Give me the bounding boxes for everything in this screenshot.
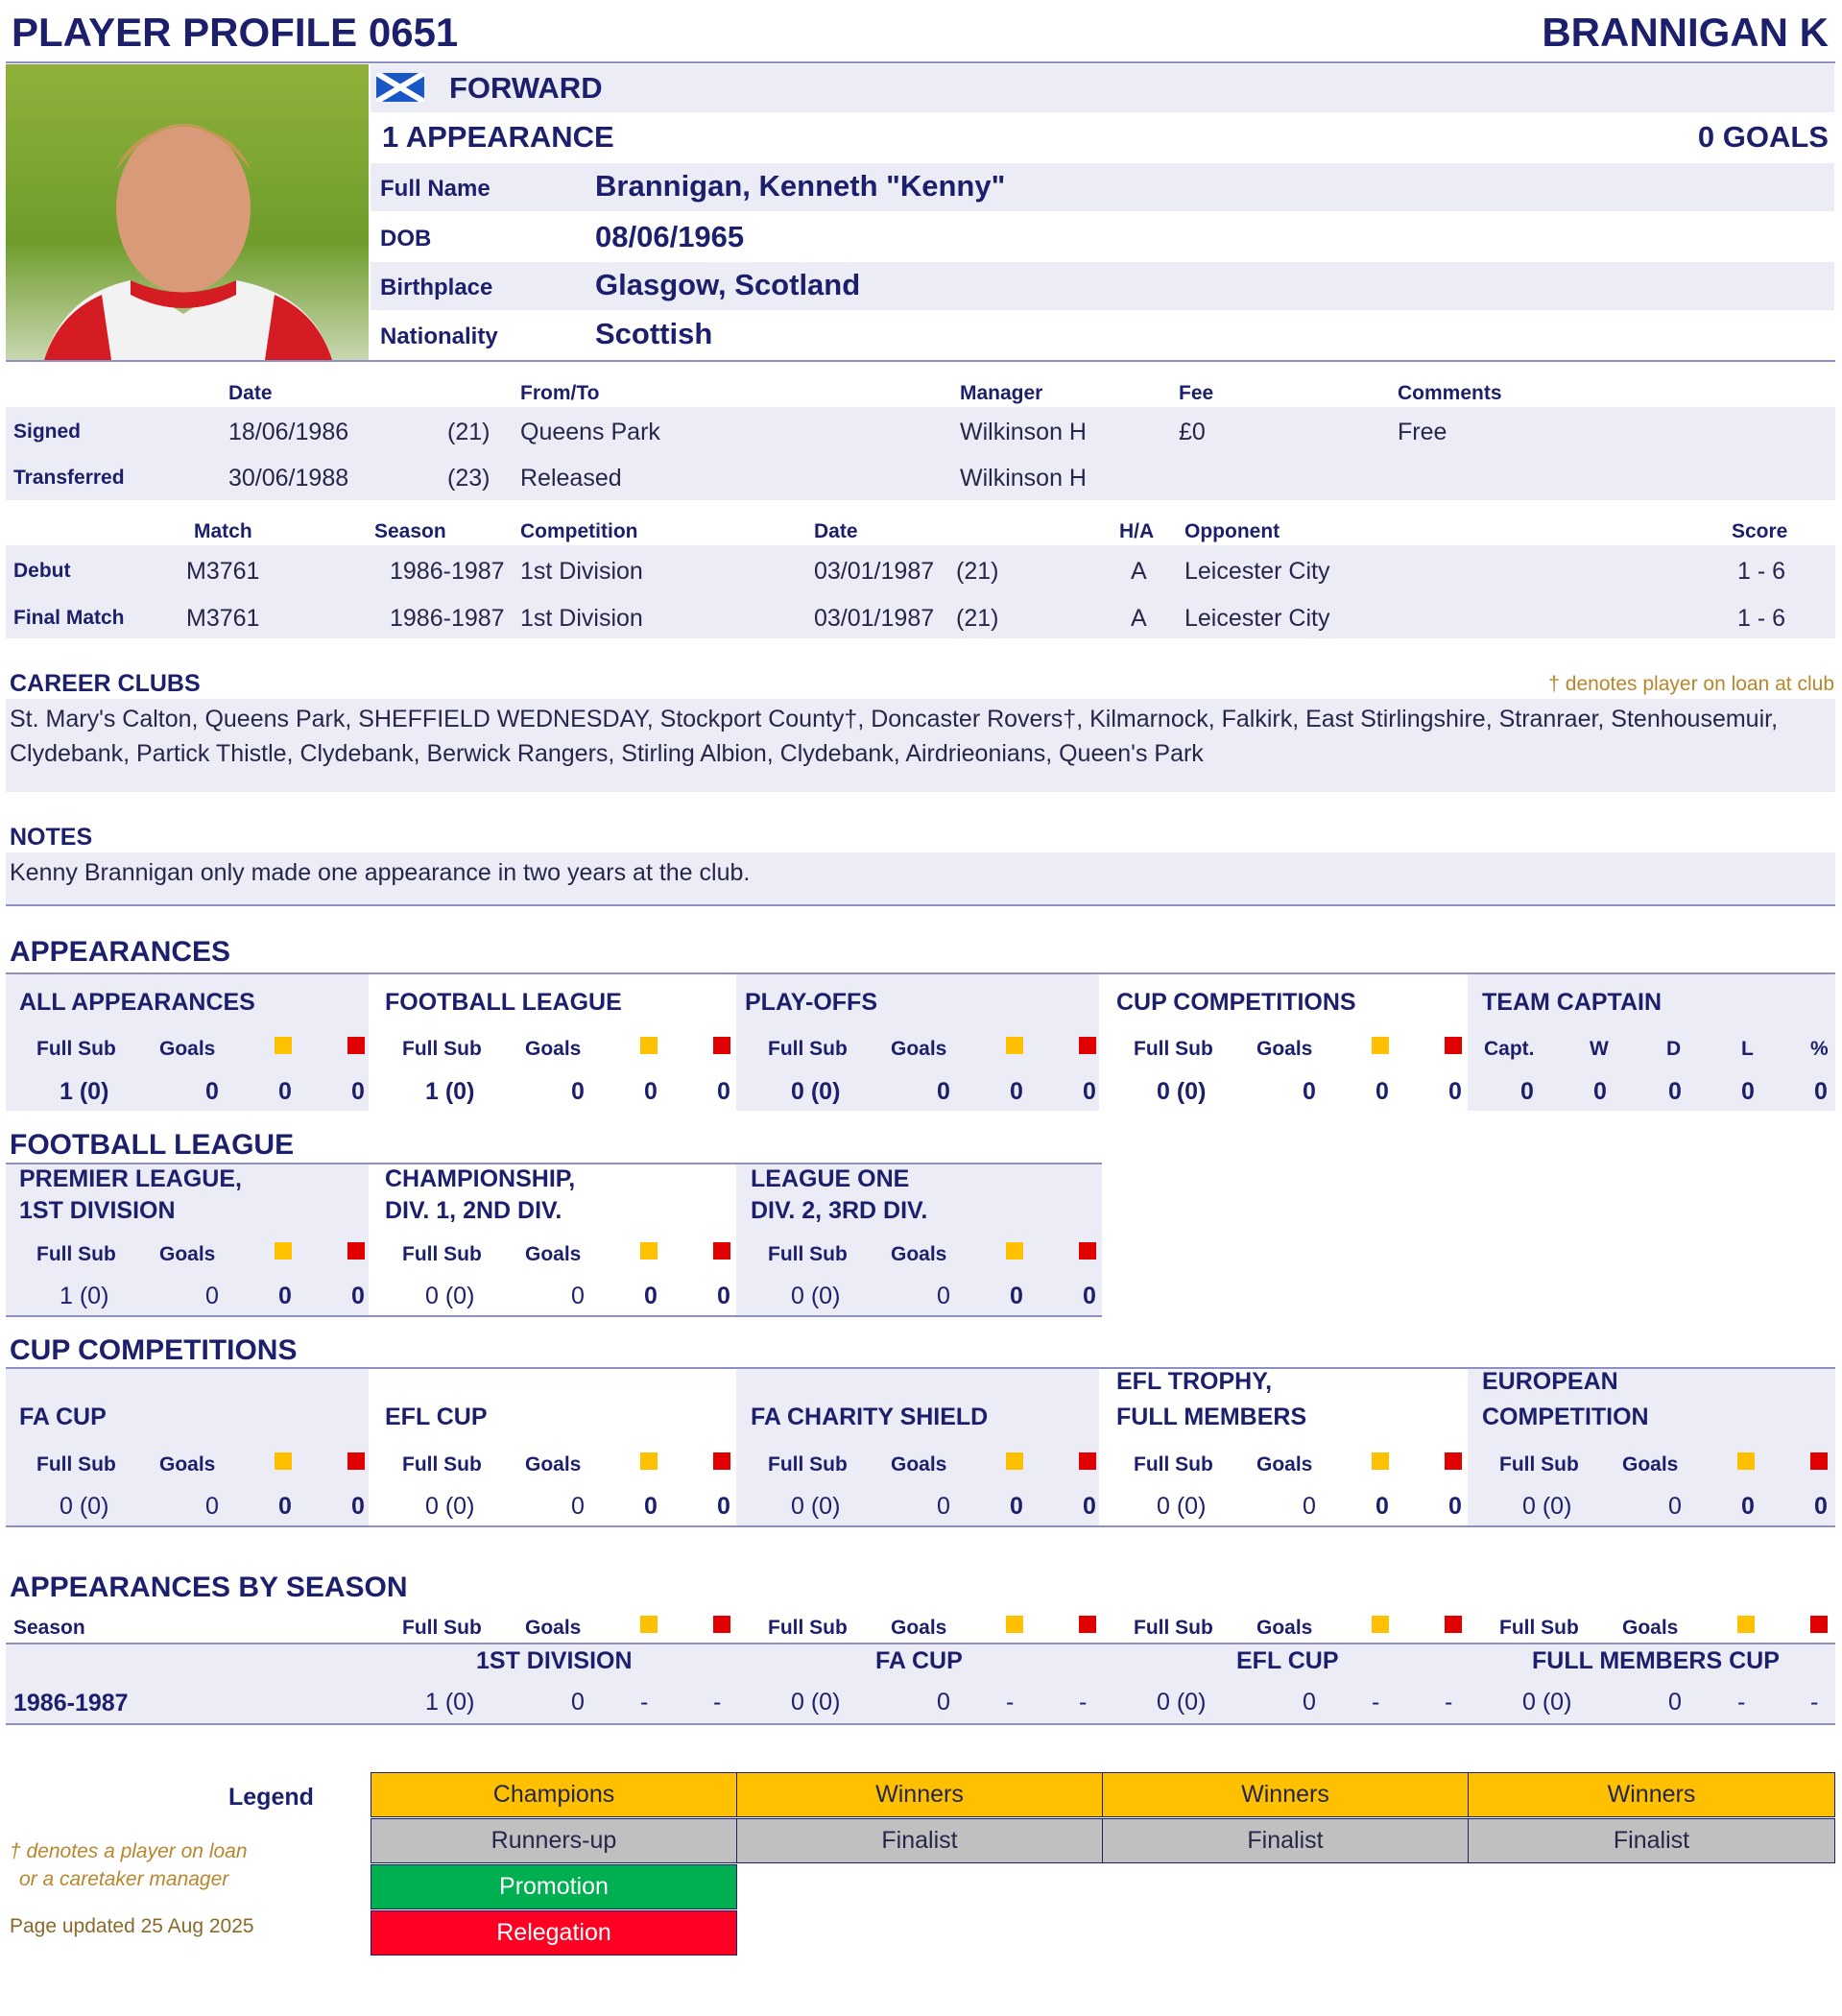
cup-5-title-line-2: COMPETITION bbox=[1482, 1404, 1649, 1430]
fl-group-3-title-line-1: LEAGUE ONE bbox=[751, 1165, 910, 1192]
cup-4-fullsub-value: 0 (0) bbox=[1157, 1493, 1207, 1520]
all-goals-value: 0 bbox=[205, 1078, 219, 1105]
league-yellow-value: 0 bbox=[644, 1078, 658, 1105]
fl-group-3-red-value: 0 bbox=[1083, 1283, 1096, 1309]
bs-4-goals-header: Goals bbox=[1622, 1617, 1679, 1639]
cup-5-fullsub-header: Full Sub bbox=[1499, 1453, 1579, 1476]
playoffs-fullsub-header: Full Sub bbox=[768, 1038, 848, 1060]
cup-1-fullsub-value: 0 (0) bbox=[60, 1493, 109, 1520]
cup-5-title-line-1: EUROPEAN bbox=[1482, 1368, 1618, 1395]
notes-text: Kenny Brannigan only made one appearance in two years at the club. bbox=[10, 859, 751, 886]
cup-appearances-title: CUP COMPETITIONS bbox=[1116, 989, 1356, 1016]
profile-title: PLAYER PROFILE 0651 bbox=[12, 10, 459, 55]
fl-group-1-goals-header: Goals bbox=[159, 1243, 216, 1265]
yellow-card-icon bbox=[275, 1242, 292, 1260]
legend-relegation: Relegation bbox=[371, 1910, 737, 1956]
red-card-icon bbox=[1810, 1452, 1828, 1470]
transferred-date: 30/06/1988 bbox=[228, 465, 349, 492]
yellow-card-icon bbox=[640, 1242, 658, 1260]
bs-2-red-value: - bbox=[1079, 1689, 1088, 1716]
all-red-value: 0 bbox=[351, 1078, 365, 1105]
goal-count: 0 GOALS bbox=[1697, 120, 1829, 154]
cup-3-red-value: 0 bbox=[1083, 1493, 1096, 1520]
fl-group-2-yellow-value: 0 bbox=[644, 1283, 658, 1309]
captain-pct-value: 0 bbox=[1814, 1078, 1828, 1105]
yellow-card-icon bbox=[1737, 1616, 1755, 1633]
cup-competitions-title: CUP COMPETITIONS bbox=[10, 1334, 298, 1366]
all-fullsub-value: 1 (0) bbox=[60, 1078, 109, 1105]
career-clubs-title: CAREER CLUBS bbox=[10, 670, 201, 697]
captain-capt-value: 0 bbox=[1520, 1078, 1534, 1105]
red-card-icon bbox=[1079, 1037, 1096, 1054]
fl-group-3-fullsub-value: 0 (0) bbox=[791, 1283, 841, 1309]
legend-winners-3: Winners bbox=[1468, 1772, 1835, 1817]
bs-comp-4: FULL MEMBERS CUP bbox=[1532, 1647, 1780, 1674]
cup-1-goals-header: Goals bbox=[159, 1453, 216, 1476]
cup-4-yellow-value: 0 bbox=[1376, 1493, 1389, 1520]
birthplace-value: Glasgow, Scotland bbox=[595, 268, 861, 301]
playoffs-yellow-value: 0 bbox=[1010, 1078, 1023, 1105]
cup-1-yellow-value: 0 bbox=[278, 1493, 292, 1520]
playoffs-fullsub-value: 0 (0) bbox=[791, 1078, 841, 1105]
final-match-label: Final Match bbox=[13, 607, 125, 629]
team-captain-title: TEAM CAPTAIN bbox=[1482, 989, 1663, 1016]
captain-d-value: 0 bbox=[1668, 1078, 1682, 1105]
final-date: 03/01/1987 bbox=[814, 605, 935, 632]
bs-4-fullsub-header: Full Sub bbox=[1499, 1617, 1579, 1639]
legend-finalist-1: Finalist bbox=[736, 1818, 1103, 1863]
appearances-title: APPEARANCES bbox=[10, 936, 231, 968]
yellow-card-icon bbox=[275, 1452, 292, 1470]
page-updated: Page updated 25 Aug 2025 bbox=[10, 1915, 254, 1937]
debut-opponent: Leicester City bbox=[1184, 558, 1330, 585]
league-fullsub-value: 1 (0) bbox=[425, 1078, 475, 1105]
season-header: Season bbox=[374, 520, 446, 542]
cup-1-title: FA CUP bbox=[19, 1404, 107, 1430]
transfer-manager-header: Manager bbox=[960, 382, 1043, 404]
final-match-id: M3761 bbox=[186, 605, 260, 632]
bs-2-goals-value: 0 bbox=[937, 1689, 950, 1716]
bs-1-goals-value: 0 bbox=[571, 1689, 585, 1716]
debut-match: M3761 bbox=[186, 558, 260, 585]
red-card-icon bbox=[347, 1037, 365, 1054]
match-date-header: Date bbox=[814, 520, 858, 542]
yellow-card-icon bbox=[640, 1616, 658, 1633]
playoffs-red-value: 0 bbox=[1083, 1078, 1096, 1105]
cup-3-fullsub-value: 0 (0) bbox=[791, 1493, 841, 1520]
captain-l-header: L bbox=[1741, 1038, 1754, 1060]
cup-2-yellow-value: 0 bbox=[644, 1493, 658, 1520]
full-name-value: Brannigan, Kenneth "Kenny" bbox=[595, 169, 1006, 203]
cup-fullsub-value: 0 (0) bbox=[1157, 1078, 1207, 1105]
dob-label: DOB bbox=[380, 226, 432, 252]
legend-winners-1: Winners bbox=[736, 1772, 1103, 1817]
signed-club: Queens Park bbox=[520, 419, 660, 445]
bs-4-yellow-value: - bbox=[1737, 1689, 1746, 1716]
career-clubs-line-2: Clydebank, Partick Thistle, Clydebank, Berwick Rangers, Stirling Albion, Clydebank, Airdrieonians, Queen's Park bbox=[10, 740, 1204, 767]
bs-3-fullsub-value: 0 (0) bbox=[1157, 1689, 1207, 1716]
cup-3-goals-value: 0 bbox=[937, 1493, 950, 1520]
match-header: Match bbox=[194, 520, 252, 542]
bs-comp-1: 1ST DIVISION bbox=[476, 1647, 633, 1674]
playoffs-goals-value: 0 bbox=[937, 1078, 950, 1105]
red-card-icon bbox=[1445, 1452, 1462, 1470]
red-card-icon bbox=[1810, 1616, 1828, 1633]
bs-4-goals-value: 0 bbox=[1668, 1689, 1682, 1716]
final-season: 1986-1987 bbox=[390, 605, 505, 632]
all-fullsub-header: Full Sub bbox=[36, 1038, 116, 1060]
yellow-card-icon bbox=[1737, 1452, 1755, 1470]
cup-3-fullsub-header: Full Sub bbox=[768, 1453, 848, 1476]
cup-5-goals-value: 0 bbox=[1668, 1493, 1682, 1520]
final-age: (21) bbox=[956, 605, 999, 632]
fl-group-1-yellow-value: 0 bbox=[278, 1283, 292, 1309]
cup-4-goals-header: Goals bbox=[1256, 1453, 1313, 1476]
yellow-card-icon bbox=[275, 1037, 292, 1054]
fl-group-2-goals-value: 0 bbox=[571, 1283, 585, 1309]
cup-fullsub-header: Full Sub bbox=[1134, 1038, 1213, 1060]
career-clubs-line-1: St. Mary's Calton, Queens Park, SHEFFIELD WEDNESDAY, Stockport County†, Doncaster Rovers†, Kilmarnock, Falkirk, East Stirlingshire, Stranraer, Stenhousemuir, bbox=[10, 706, 1779, 732]
final-score: 1 - 6 bbox=[1737, 605, 1786, 632]
yellow-card-icon bbox=[1006, 1242, 1023, 1260]
fl-group-2-fullsub-value: 0 (0) bbox=[425, 1283, 475, 1309]
football-league-title: FOOTBALL LEAGUE bbox=[10, 1129, 295, 1161]
cup-4-red-value: 0 bbox=[1448, 1493, 1462, 1520]
bs-1-fullsub-value: 1 (0) bbox=[425, 1689, 475, 1716]
cup-3-goals-header: Goals bbox=[891, 1453, 947, 1476]
cup-1-red-value: 0 bbox=[351, 1493, 365, 1520]
legend-champions: Champions bbox=[371, 1772, 737, 1817]
fl-group-1-title-line-1: PREMIER LEAGUE, bbox=[19, 1165, 242, 1192]
captain-l-value: 0 bbox=[1741, 1078, 1755, 1105]
cup-4-goals-value: 0 bbox=[1303, 1493, 1316, 1520]
all-goals-header: Goals bbox=[159, 1038, 216, 1060]
player-photo bbox=[6, 64, 369, 360]
red-card-icon bbox=[347, 1242, 365, 1260]
cup-4-fullsub-header: Full Sub bbox=[1134, 1453, 1213, 1476]
bs-2-goals-header: Goals bbox=[891, 1617, 947, 1639]
transferred-club: Released bbox=[520, 465, 622, 492]
ha-header: H/A bbox=[1119, 520, 1155, 542]
bs-2-fullsub-value: 0 (0) bbox=[791, 1689, 841, 1716]
bs-comp-2: FA CUP bbox=[875, 1647, 963, 1674]
red-card-icon bbox=[713, 1452, 730, 1470]
fl-group-1-title-line-2: 1ST DIVISION bbox=[19, 1197, 176, 1224]
cup-5-red-value: 0 bbox=[1814, 1493, 1828, 1520]
bs-3-red-value: - bbox=[1445, 1689, 1453, 1716]
fl-group-3-fullsub-header: Full Sub bbox=[768, 1243, 848, 1265]
cup-2-red-value: 0 bbox=[717, 1493, 730, 1520]
bs-2-fullsub-header: Full Sub bbox=[768, 1617, 848, 1639]
final-opponent: Leicester City bbox=[1184, 605, 1330, 632]
cup-2-fullsub-header: Full Sub bbox=[402, 1453, 482, 1476]
yellow-card-icon bbox=[1372, 1616, 1389, 1633]
transfer-fromto-header: From/To bbox=[520, 382, 600, 404]
captain-d-header: D bbox=[1666, 1038, 1682, 1060]
legend-finalist-2: Finalist bbox=[1102, 1818, 1469, 1863]
debut-season: 1986-1987 bbox=[390, 558, 505, 585]
debut-score: 1 - 6 bbox=[1737, 558, 1786, 585]
red-card-icon bbox=[1079, 1616, 1096, 1633]
appearance-count: 1 APPEARANCE bbox=[382, 120, 614, 154]
red-card-icon bbox=[1079, 1452, 1096, 1470]
signed-fee: £0 bbox=[1179, 419, 1206, 445]
score-header: Score bbox=[1732, 520, 1788, 542]
playoffs-goals-header: Goals bbox=[891, 1038, 947, 1060]
bs-4-fullsub-value: 0 (0) bbox=[1522, 1689, 1572, 1716]
red-card-icon bbox=[1445, 1037, 1462, 1054]
transfer-comments-header: Comments bbox=[1398, 382, 1502, 404]
cup-4-title-line-1: EFL TROPHY, bbox=[1116, 1368, 1273, 1395]
fl-group-3-goals-value: 0 bbox=[937, 1283, 950, 1309]
scotland-flag-icon bbox=[376, 73, 424, 102]
bs-1-fullsub-header: Full Sub bbox=[402, 1617, 482, 1639]
bs-1-red-value: - bbox=[713, 1689, 722, 1716]
yellow-card-icon bbox=[1006, 1037, 1023, 1054]
fl-group-3-title-line-2: DIV. 2, 3RD DIV. bbox=[751, 1197, 928, 1224]
captain-w-header: W bbox=[1590, 1038, 1609, 1060]
signed-manager: Wilkinson H bbox=[960, 419, 1087, 445]
bs-4-red-value: - bbox=[1810, 1689, 1819, 1716]
captain-capt-header: Capt. bbox=[1484, 1038, 1535, 1060]
red-card-icon bbox=[713, 1037, 730, 1054]
fl-group-3-yellow-value: 0 bbox=[1010, 1283, 1023, 1309]
cup-4-title-line-2: FULL MEMBERS bbox=[1116, 1404, 1307, 1430]
captain-pct-header: % bbox=[1810, 1038, 1829, 1060]
yellow-card-icon bbox=[1372, 1452, 1389, 1470]
cup-5-fullsub-value: 0 (0) bbox=[1522, 1493, 1572, 1520]
fl-group-2-title-line-2: DIV. 1, 2ND DIV. bbox=[385, 1197, 562, 1224]
season-col-header: Season bbox=[13, 1617, 85, 1639]
opponent-header: Opponent bbox=[1184, 520, 1280, 542]
red-card-icon bbox=[713, 1242, 730, 1260]
cup-1-goals-value: 0 bbox=[205, 1493, 219, 1520]
fl-group-2-title-line-1: CHAMPIONSHIP, bbox=[385, 1165, 576, 1192]
legend-finalist-3: Finalist bbox=[1468, 1818, 1835, 1863]
bs-3-fullsub-header: Full Sub bbox=[1134, 1617, 1213, 1639]
debut-label: Debut bbox=[13, 560, 71, 582]
red-card-icon bbox=[1079, 1242, 1096, 1260]
cup-2-goals-value: 0 bbox=[571, 1493, 585, 1520]
transferred-manager: Wilkinson H bbox=[960, 465, 1087, 492]
league-appearances-title: FOOTBALL LEAGUE bbox=[385, 989, 622, 1016]
bs-1-yellow-value: - bbox=[640, 1689, 649, 1716]
cup-5-yellow-value: 0 bbox=[1741, 1493, 1755, 1520]
fl-group-2-red-value: 0 bbox=[717, 1283, 730, 1309]
signed-age: (21) bbox=[447, 419, 490, 445]
debut-date: 03/01/1987 bbox=[814, 558, 935, 585]
player-short-name: BRANNIGAN K bbox=[1542, 10, 1829, 55]
bs-3-goals-header: Goals bbox=[1256, 1617, 1313, 1639]
competition-header: Competition bbox=[520, 520, 638, 542]
cup-2-goals-header: Goals bbox=[525, 1453, 582, 1476]
fl-group-1-goals-value: 0 bbox=[205, 1283, 219, 1309]
loan-caretaker-note-1: † denotes a player on loan bbox=[10, 1840, 248, 1862]
transfer-date-header: Date bbox=[228, 382, 273, 404]
by-season-title: APPEARANCES BY SEASON bbox=[10, 1572, 408, 1603]
bs-3-yellow-value: - bbox=[1372, 1689, 1380, 1716]
bs-comp-3: EFL CUP bbox=[1236, 1647, 1339, 1674]
cup-2-fullsub-value: 0 (0) bbox=[425, 1493, 475, 1520]
captain-w-value: 0 bbox=[1593, 1078, 1607, 1105]
league-goals-header: Goals bbox=[525, 1038, 582, 1060]
dob-value: 08/06/1965 bbox=[595, 220, 745, 253]
transfer-fee-header: Fee bbox=[1179, 382, 1214, 404]
debut-age: (21) bbox=[956, 558, 999, 585]
red-card-icon bbox=[713, 1616, 730, 1633]
signed-date: 18/06/1986 bbox=[228, 419, 349, 445]
bs-2-yellow-value: - bbox=[1006, 1689, 1015, 1716]
red-card-icon bbox=[1445, 1616, 1462, 1633]
cup-red-value: 0 bbox=[1448, 1078, 1462, 1105]
legend-winners-2: Winners bbox=[1102, 1772, 1469, 1817]
player-position: FORWARD bbox=[449, 71, 603, 105]
bs-season-value: 1986-1987 bbox=[13, 1690, 129, 1716]
transferred-label: Transferred bbox=[13, 467, 125, 489]
all-yellow-value: 0 bbox=[278, 1078, 292, 1105]
fl-group-2-goals-header: Goals bbox=[525, 1243, 582, 1265]
cup-yellow-value: 0 bbox=[1376, 1078, 1389, 1105]
birthplace-label: Birthplace bbox=[380, 275, 493, 300]
cup-3-yellow-value: 0 bbox=[1010, 1493, 1023, 1520]
yellow-card-icon bbox=[640, 1037, 658, 1054]
transferred-age: (23) bbox=[447, 465, 490, 492]
cup-2-title: EFL CUP bbox=[385, 1404, 488, 1430]
yellow-card-icon bbox=[1006, 1616, 1023, 1633]
all-appearances-title: ALL APPEARANCES bbox=[19, 989, 255, 1016]
fl-group-2-fullsub-header: Full Sub bbox=[402, 1243, 482, 1265]
cup-goals-value: 0 bbox=[1303, 1078, 1316, 1105]
bs-1-goals-header: Goals bbox=[525, 1617, 582, 1639]
playoffs-title: PLAY-OFFS bbox=[745, 989, 877, 1016]
cup-goals-header: Goals bbox=[1256, 1038, 1313, 1060]
league-fullsub-header: Full Sub bbox=[402, 1038, 482, 1060]
nationality-label: Nationality bbox=[380, 324, 498, 349]
cup-1-fullsub-header: Full Sub bbox=[36, 1453, 116, 1476]
cup-3-title: FA CHARITY SHIELD bbox=[751, 1404, 989, 1430]
yellow-card-icon bbox=[1006, 1452, 1023, 1470]
yellow-card-icon bbox=[640, 1452, 658, 1470]
signed-label: Signed bbox=[13, 420, 82, 443]
legend-title: Legend bbox=[228, 1784, 314, 1811]
full-name-label: Full Name bbox=[380, 176, 490, 202]
fl-group-1-red-value: 0 bbox=[351, 1283, 365, 1309]
final-competition: 1st Division bbox=[520, 605, 643, 632]
yellow-card-icon bbox=[1372, 1037, 1389, 1054]
legend-promotion: Promotion bbox=[371, 1864, 737, 1909]
fl-group-3-goals-header: Goals bbox=[891, 1243, 947, 1265]
cup-5-goals-header: Goals bbox=[1622, 1453, 1679, 1476]
debut-competition: 1st Division bbox=[520, 558, 643, 585]
league-red-value: 0 bbox=[717, 1078, 730, 1105]
debut-ha: A bbox=[1131, 558, 1147, 585]
fl-group-1-fullsub-header: Full Sub bbox=[36, 1243, 116, 1265]
notes-title: NOTES bbox=[10, 824, 93, 851]
legend-runners-up: Runners-up bbox=[371, 1818, 737, 1863]
loan-caretaker-note-2: or a caretaker manager bbox=[19, 1868, 229, 1890]
fl-group-1-fullsub-value: 1 (0) bbox=[60, 1283, 109, 1309]
loan-note: † denotes player on loan at club bbox=[1548, 673, 1834, 695]
league-goals-value: 0 bbox=[571, 1078, 585, 1105]
final-ha: A bbox=[1131, 605, 1147, 632]
signed-comments: Free bbox=[1398, 419, 1447, 445]
nationality-value: Scottish bbox=[595, 317, 713, 350]
bs-3-goals-value: 0 bbox=[1303, 1689, 1316, 1716]
red-card-icon bbox=[347, 1452, 365, 1470]
